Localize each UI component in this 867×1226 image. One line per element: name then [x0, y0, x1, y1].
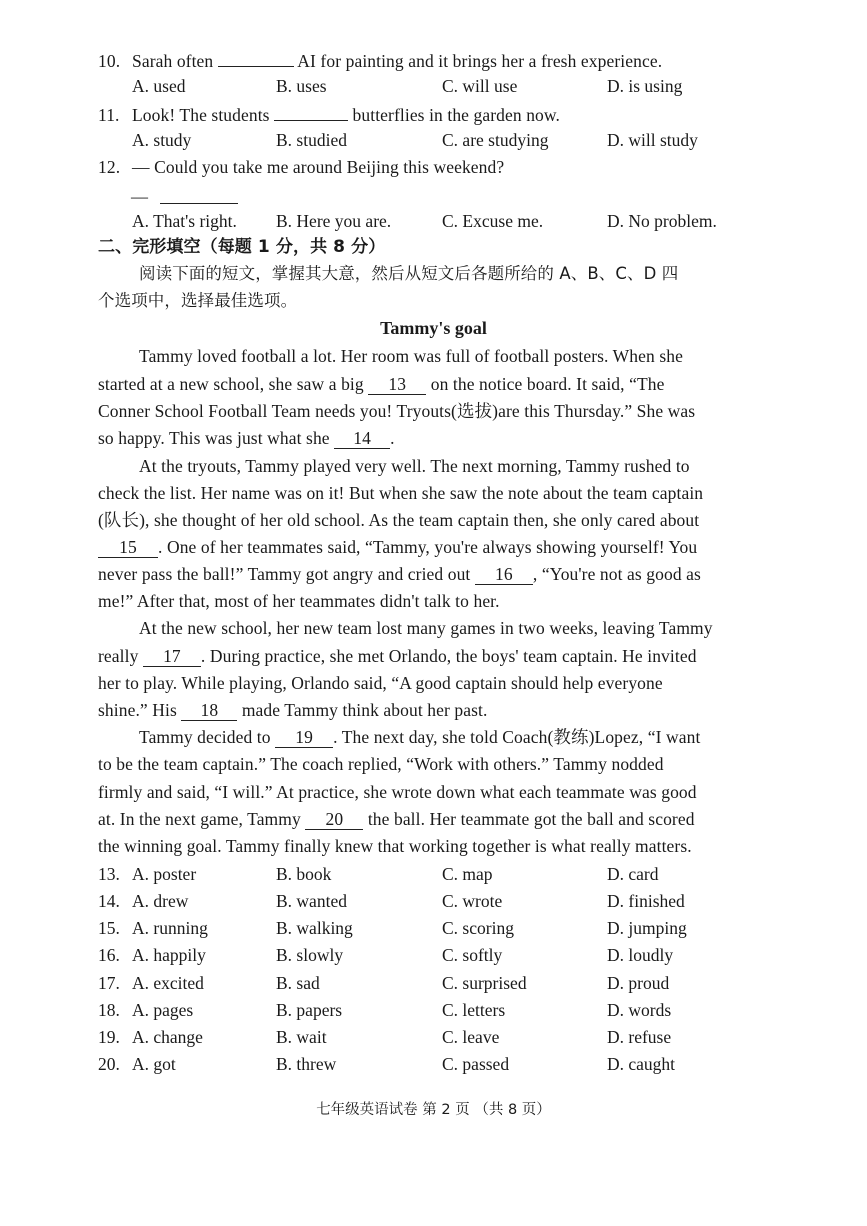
option-c: C. are studying: [442, 130, 549, 150]
option-number: 18.: [98, 1000, 120, 1020]
option-d: D. loudly: [607, 945, 674, 965]
option-d: D. words: [607, 1000, 672, 1020]
cloze-blank-16: 16: [475, 564, 533, 585]
question-text: butterflies in the garden now.: [352, 105, 560, 125]
option-d: D. proud: [607, 973, 670, 993]
option-b: B. slowly: [276, 945, 344, 965]
cloze-blank-14: 14: [334, 428, 390, 449]
option-a: A. happily: [132, 945, 206, 965]
answer-dash: —: [131, 187, 148, 206]
passage-line: [98, 808, 695, 830]
passage-line: firmly and said, “I will.” At practice, she wrote down what each teammate was good: [98, 782, 697, 802]
option-c: C. leave: [442, 1027, 500, 1047]
option-c: C. surprised: [442, 973, 527, 993]
option-number: 19.: [98, 1027, 120, 1047]
option-a: A. study: [132, 130, 192, 150]
option-b: B. walking: [276, 918, 353, 938]
option-c: C. wrote: [442, 891, 503, 911]
option-d: D. will study: [607, 130, 698, 150]
passage-line: (队长), she thought of her old school. As the team captain then, she only cared about: [98, 510, 700, 530]
option-a: A. excited: [132, 973, 204, 993]
passage-text: . The next day, she told Coach(教练)Lopez, “I want: [333, 727, 701, 747]
passage-line: Tammy loved football a lot. Her room was full of football posters. When she: [139, 346, 683, 366]
option-number: 16.: [98, 945, 120, 965]
question-text: Sarah often: [132, 51, 214, 71]
passage-text: at. In the next game, Tammy: [98, 809, 301, 829]
answer-blank: [218, 48, 294, 67]
question-number: 12.: [98, 157, 121, 177]
option-d: D. refuse: [607, 1027, 672, 1047]
question-text: Look! The students: [132, 105, 270, 125]
passage-line: [98, 427, 395, 449]
passage-line: [98, 645, 697, 667]
option-d: D. No problem.: [607, 211, 717, 231]
option-a: A. That's right.: [132, 211, 237, 231]
page-footer: 七年级英语试卷 第 2 页 （共 8 页）: [316, 1102, 551, 1118]
passage-line: [98, 373, 664, 395]
question-number: 10.: [98, 51, 121, 71]
question-text: — Could you take me around Beijing this weekend?: [132, 157, 505, 177]
section-heading: 二、完形填空（每题 1 分，共 8 分）: [98, 237, 386, 257]
option-b: B. uses: [276, 76, 327, 96]
cloze-blank-13: 13: [368, 374, 426, 395]
passage-line: her to play. While playing, Orlando said, “A good captain should help everyone: [98, 673, 663, 693]
option-number: 15.: [98, 918, 120, 938]
question-number: 11.: [98, 105, 120, 125]
option-b: B. studied: [276, 130, 347, 150]
passage-text: . One of her teammates said, “Tammy, you're always showing yourself! You: [158, 537, 698, 557]
option-b: B. Here you are.: [276, 211, 392, 231]
passage-line: the winning goal. Tammy finally knew that working together is what really matters.: [98, 836, 692, 856]
cloze-blank-17: 17: [143, 646, 201, 667]
passage-text: Tammy decided to: [139, 727, 271, 747]
answer-blank: [160, 203, 238, 204]
passage-line: [98, 536, 697, 558]
passage-line: me!” After that, most of her teammates didn't talk to her.: [98, 591, 500, 611]
option-number: 13.: [98, 864, 120, 884]
section-instructions: 个选项中，选择最佳选项。: [98, 291, 298, 310]
passage-text: the ball. Her teammate got the ball and scored: [367, 809, 695, 829]
option-number: 20.: [98, 1054, 120, 1074]
passage-text: started at a new school, she saw a big: [98, 374, 364, 394]
answer-blank: [274, 102, 348, 121]
option-b: B. sad: [276, 973, 320, 993]
option-c: C. letters: [442, 1000, 506, 1020]
option-b: B. wanted: [276, 891, 347, 911]
option-c: C. passed: [442, 1054, 510, 1074]
section-instructions: 阅读下面的短文，掌握其大意，然后从短文后各题所给的 A、B、C、D 四: [139, 264, 679, 283]
option-d: D. card: [607, 864, 659, 884]
passage-line: check the list. Her name was on it! But when she saw the note about the team captain: [98, 483, 704, 503]
option-b: B. threw: [276, 1054, 337, 1074]
question-text: AI for painting and it brings her a fresh experience.: [297, 51, 663, 71]
passage-text: , “You're not as good as: [532, 564, 701, 584]
option-a: A. change: [132, 1027, 203, 1047]
option-c: C. will use: [442, 76, 518, 96]
option-number: 17.: [98, 973, 120, 993]
question-10: [98, 48, 662, 72]
passage-text: on the notice board. It said, “The: [430, 374, 665, 394]
passage-line: [139, 726, 700, 748]
passage-text: so happy. This was just what she: [98, 428, 330, 448]
option-a: A. running: [132, 918, 208, 938]
option-a: A. got: [132, 1054, 176, 1074]
cloze-blank-18: 18: [181, 700, 237, 721]
passage-text: made Tammy think about her past.: [241, 700, 488, 720]
option-d: D. caught: [607, 1054, 676, 1074]
question-11: [98, 102, 560, 126]
option-b: B. wait: [276, 1027, 327, 1047]
option-c: C. Excuse me.: [442, 211, 544, 231]
passage-text: never pass the ball!” Tammy got angry and cried out: [98, 564, 471, 584]
option-number: 14.: [98, 891, 120, 911]
option-d: D. jumping: [607, 918, 687, 938]
passage-line: At the tryouts, Tammy played very well. The next morning, Tammy rushed to: [139, 456, 690, 476]
option-b: B. book: [276, 864, 332, 884]
passage-line: Conner School Football Team needs you! Tryouts(选拔)are this Thursday.” She was: [98, 401, 696, 421]
option-a: A. drew: [132, 891, 189, 911]
passage-text: really: [98, 646, 139, 666]
cloze-blank-20: 20: [305, 809, 363, 830]
option-c: C. softly: [442, 945, 503, 965]
passage-text: .: [390, 428, 395, 448]
passage-line: At the new school, her new team lost many games in two weeks, leaving Tammy: [139, 618, 713, 638]
cloze-blank-15: 15: [98, 537, 158, 558]
cloze-blank-19: 19: [275, 727, 333, 748]
passage-title: Tammy's goal: [380, 318, 487, 338]
option-c: C. scoring: [442, 918, 514, 938]
passage-line: [98, 699, 487, 721]
option-d: D. finished: [607, 891, 685, 911]
option-c: C. map: [442, 864, 493, 884]
passage-text: shine.” His: [98, 700, 177, 720]
option-a: A. used: [132, 76, 186, 96]
question-12: [98, 156, 504, 178]
option-a: A. poster: [132, 864, 197, 884]
option-a: A. pages: [132, 1000, 194, 1020]
option-b: B. papers: [276, 1000, 343, 1020]
passage-line: [98, 563, 701, 585]
option-d: D. is using: [607, 76, 683, 96]
passage-text: . During practice, she met Orlando, the boys' team captain. He invited: [200, 646, 697, 666]
passage-line: to be the team captain.” The coach replied, “Work with others.” Tammy nodded: [98, 754, 664, 774]
